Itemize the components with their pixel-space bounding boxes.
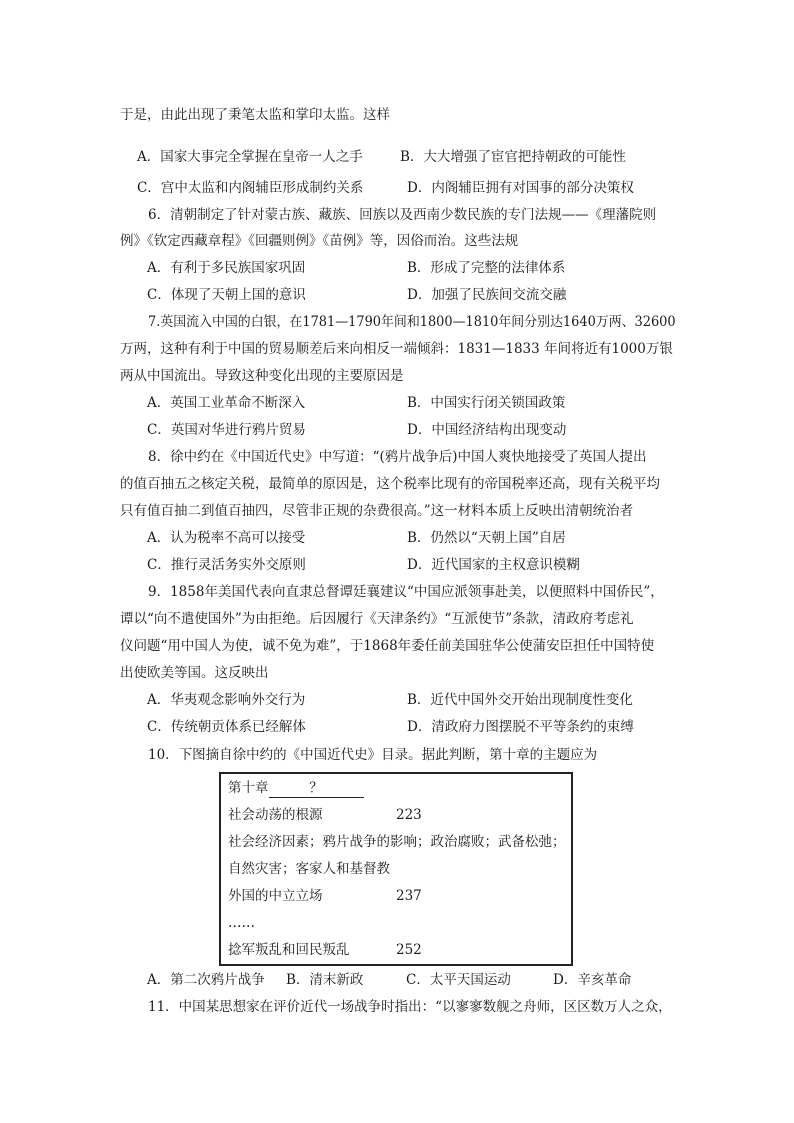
table-of-contents-box <box>219 772 573 966</box>
q8-stem-line1: 8．徐中约在《中国近代史》中写道：“(鸦片战争后)中国人爽快地接受了英国人提出 <box>148 449 647 465</box>
toc-question-mark: ？ <box>309 780 323 796</box>
q6-stem-line2: 例》《钦定西藏章程》《回疆则例》《苗例》等，因俗而治。这些法规 <box>120 233 519 249</box>
q9-option-c[interactable]: C．传统朝贡体系已经解体 <box>147 719 306 735</box>
q7-option-b[interactable]: B．中国实行闭关锁国政策 <box>407 395 566 411</box>
q7-stem-line1: 7.英国流入中国的白银，在1781—1790年间和1800—1810年间分别达1640万两、32600 <box>148 314 676 330</box>
q9-stem-line2: 谭以“向不遣使国外”为由拒绝。后因履行《天津条约》“互派使节”条款，清政府考虑礼 <box>120 611 634 627</box>
q10-option-c[interactable]: C．太平天国运动 <box>406 972 511 988</box>
q9-stem-line1: 9．1858年美国代表向直隶总督谭廷襄建议“中国应派领事赴美，以便照料中国侨民”， <box>148 584 664 600</box>
q8-option-b[interactable]: B．仍然以“天朝上国”自居 <box>407 530 566 546</box>
toc-row-6-page: 252 <box>396 942 422 958</box>
q7-stem-line2: 万两，这种有利于中国的贸易顺差后来向相反一端倾斜：1831—1833 年间将近有1000万银 <box>120 341 673 357</box>
q9-stem-line4: 出使欧美等国。这反映出 <box>120 665 269 681</box>
toc-row-6: 捻军叛乱和回民叛乱 <box>228 942 350 958</box>
toc-chapter-heading <box>228 779 364 798</box>
toc-chapter-blank <box>269 779 364 798</box>
q6-stem-line1: 6．清朝制定了针对蒙古族、藏族、回族以及西南少数民族的专门法规——《理藩院则 <box>148 207 657 223</box>
toc-row-5: …… <box>228 915 255 931</box>
q10-option-a[interactable]: A．第二次鸦片战争 <box>147 972 265 988</box>
q10-option-b[interactable]: B．清末新政 <box>286 972 364 988</box>
q9-stem-line3: 仪问题“用中国人为使，诚不免为难”，于1868年委任前美国驻华公使蒲安臣担任中国特使 <box>120 638 655 654</box>
q8-option-a[interactable]: A．认为税率不高可以接受 <box>147 530 306 546</box>
q6-option-b[interactable]: B．形成了完整的法律体系 <box>407 260 566 276</box>
toc-row-2: 社会经济因素；鸦片战争的影响；政治腐败；武备松弛； <box>228 834 566 850</box>
q9-option-b[interactable]: B．近代中国外交开始出现制度性变化 <box>407 692 633 708</box>
toc-row-1-page: 223 <box>396 807 422 823</box>
toc-row-3: 自然灾害；客家人和基督教 <box>228 861 390 877</box>
q10-stem-line1: 10．下图摘自徐中约的《中国近代史》目录。据此判断，第十章的主题应为 <box>148 747 598 763</box>
q8-stem-line2: 的值百抽五之核定关税，最简单的原因是，这个税率比现有的帝国税率还高，现有关税平均 <box>120 476 660 492</box>
q9-option-d[interactable]: D．清政府力图摆脱不平等条约的束缚 <box>407 719 634 735</box>
toc-chapter-label: 第十章 <box>228 780 269 796</box>
q8-option-c[interactable]: C．推行灵活务实外交原则 <box>147 557 306 573</box>
q7-option-d[interactable]: D．中国经济结构出现变动 <box>407 422 567 438</box>
q5-option-b[interactable]: B．大大增强了宦官把持朝政的可能性 <box>400 149 626 165</box>
q10-option-d[interactable]: D．辛亥革命 <box>553 972 632 988</box>
q11-stem-line1: 11．中国某思想家在评价近代一场战争时指出：“以寥寥数舰之舟师，区区数万人之众， <box>148 999 672 1015</box>
q6-option-a[interactable]: A．有利于多民族国家巩固 <box>147 260 306 276</box>
q7-option-c[interactable]: C．英国对华进行鸦片贸易 <box>147 422 306 438</box>
q8-stem-line3: 只有值百抽二到值百抽四，尽管非正规的杂费很高。”这一材料本质上反映出清朝统治者 <box>120 503 634 519</box>
q5-stem-tail: 于是，由此出现了秉笔太监和掌印太监。这样 <box>120 107 390 123</box>
toc-row-4-page: 237 <box>396 888 422 904</box>
q8-option-d[interactable]: D．近代国家的主权意识模糊 <box>407 557 580 573</box>
q9-option-a[interactable]: A．华夷观念影响外交行为 <box>147 692 306 708</box>
toc-row-1: 社会动荡的根源 <box>228 807 323 823</box>
q7-stem-line3: 两从中国流出。导致这种变化出现的主要原因是 <box>120 368 404 384</box>
q7-option-a[interactable]: A．英国工业革命不断深入 <box>147 395 306 411</box>
q5-option-d[interactable]: D．内阁辅臣拥有对国事的部分决策权 <box>407 180 634 196</box>
q5-option-a[interactable]: A．国家大事完全掌握在皇帝一人之手 <box>137 149 363 165</box>
q6-option-c[interactable]: C．体现了天朝上国的意识 <box>147 287 306 303</box>
q6-option-d[interactable]: D．加强了民族间交流交融 <box>407 287 567 303</box>
q5-option-c[interactable]: C．宫中太监和内阁辅臣形成制约关系 <box>137 180 364 196</box>
toc-row-4: 外国的中立立场 <box>228 888 323 904</box>
